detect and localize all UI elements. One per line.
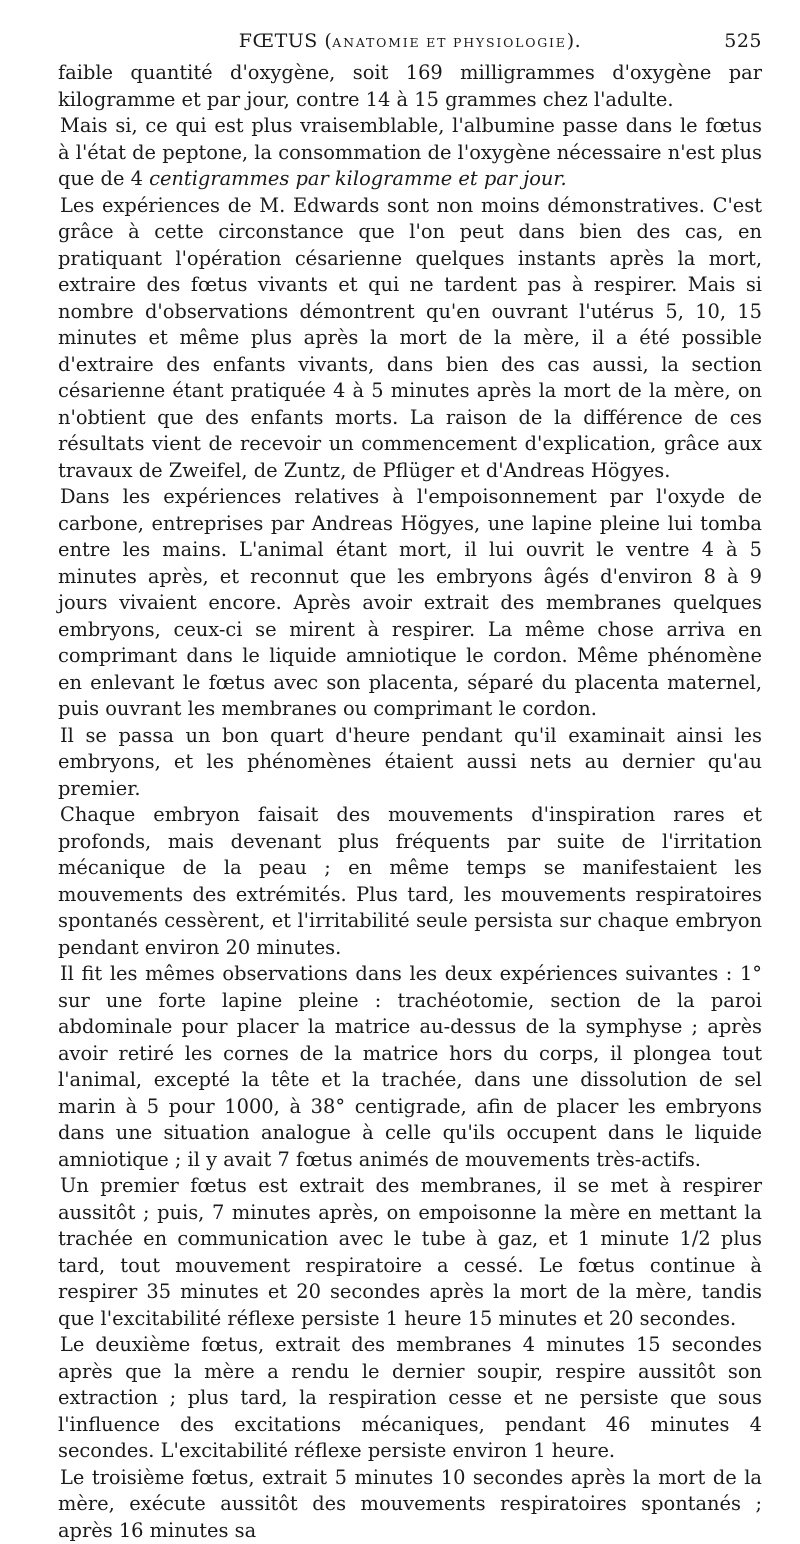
running-title (58, 30, 762, 52)
paragraph-deuxieme-foetus: Le deuxième fœtus, extrait des membranes 4 minutes 15 secondes après que la mère a rendu le dernier soupir, respire aussitôt son extraction ; plus tard, la respiration cesse et ne persiste que sous l'influence des excitations mécaniques, pendant 46 minutes 4 secondes. L'excitabilité réflexe persiste environ 1 heure. (58, 1332, 762, 1465)
page-number: 525 (724, 30, 762, 52)
paragraph-quart-heure: Il se passa un bon quart d'heure pendant qu'il examinait ainsi les embryons, et les phénomènes étaient aussi nets au dernier qu'au premier. (58, 723, 762, 803)
paragraph-premier-foetus: Un premier fœtus est extrait des membranes, il se met à respirer aussitôt ; puis, 7 minutes après, on empoisonne la mère en mettant la trachée en communication avec le tube à gaz, et 1 minute 1/2 plus tard, tout mouvement respiratoire a cessé. Le fœtus continue à respirer 35 minutes et 20 secondes après la mort de la mère, tandis que l'excitabilité réflexe persiste 1 heure 15 minutes et 20 secondes. (58, 1173, 762, 1332)
paragraph-edwards: Les expériences de M. Edwards sont non moins démonstratives. C'est grâce à cette circonstance que l'on peut dans bien des cas, en pratiquant l'opération césarienne quelques instants après la mort, extraire des fœtus vivants et qui ne tardent pas à respirer. Mais si nombre d'observations démontrent qu'en ouvrant l'utérus 5, 10, 15 minutes et même plus après la mort de la mère, il a été possible d'extraire des enfants vivants, dans bien des cas aussi, la section césarienne étant pratiquée 4 à 5 minutes après la mort de la mère, on n'obtient que des enfants morts. La raison de la différence de ces résultats vient de recevoir un commencement d'explication, grâce aux travaux de Zweifel, de Zuntz, de Pflüger et d'Andreas Högyes. (58, 193, 762, 485)
paragraph-hogyes: Dans les expériences relatives à l'empoisonnement par l'oxyde de carbone, entreprises par Andreas Högyes, une lapine pleine lui tomba entre les mains. L'animal étant mort, il lui ouvrit le ventre 4 à 5 minutes après, et reconnut que les embryons âgés d'environ 8 à 9 jours vivaient encore. Après avoir extrait des membranes quelques embryons, ceux-ci se mirent à respirer. La même chose arriva en comprimant dans le liquide amniotique le cordon. Même phénomène en enlevant le fœtus avec son placenta, séparé du placenta maternel, puis ouvrant les membranes ou comprimant le cordon. (58, 484, 762, 723)
running-title-end: ). (567, 30, 581, 52)
paragraph-continuation: faible quantité d'oxygène, soit 169 milligrammes d'oxygène par kilogramme et par jour, contre 14 à 15 grammes chez l'adulte. (58, 60, 762, 113)
paragraph-peptone (58, 113, 762, 193)
running-head (58, 30, 762, 60)
paragraph-mouvements: Chaque embryon faisait des mouvements d'inspiration rares et profonds, mais devenant plus fréquents par suite de l'irritation mécanique de la peau ; en même temps se manifestaient les mouvements des extrémités. Plus tard, les mouvements respiratoires spontanés cessèrent, et l'irritabilité seule persista sur chaque embryon pendant environ 20 minutes. (58, 802, 762, 961)
body-text (58, 60, 762, 1544)
paragraph-peptone-emphasis: centigrammes par kilogramme et par jour. (149, 167, 567, 190)
paragraph-troisieme-foetus: Le troisième fœtus, extrait 5 minutes 10 secondes après la mort de la mère, exécute aussitôt des mouvements respiratoires spontanés ; après 16 minutes sa (58, 1465, 762, 1544)
running-title-subtitle: ANATOMIE ET PHYSIOLOGIE (332, 35, 566, 50)
paragraph-peptone-text: Mais si, ce qui est plus vraisemblable, l'albumine passe dans le fœtus à l'état de peptone, la consommation de l'oxygène nécessaire n'est plus que de 4 (58, 114, 762, 190)
running-title-main: FŒTUS ( (239, 30, 332, 52)
paragraph-experiences: Il fit les mêmes observations dans les deux expériences suivantes : 1° sur une forte lapine pleine : trachéotomie, section de la paroi abdominale pour placer la matrice au-dessus de la symphyse ; après avoir retiré les cornes de la matrice hors du corps, il plongea tout l'animal, excepté la tête et la trachée, dans une dissolution de sel marin à 5 pour 1000, à 38° centigrade, afin de placer les embryons dans une situation analogue à celle qu'ils occupent dans le liquide amniotique ; il y avait 7 fœtus animés de mouvements très-actifs. (58, 961, 762, 1173)
